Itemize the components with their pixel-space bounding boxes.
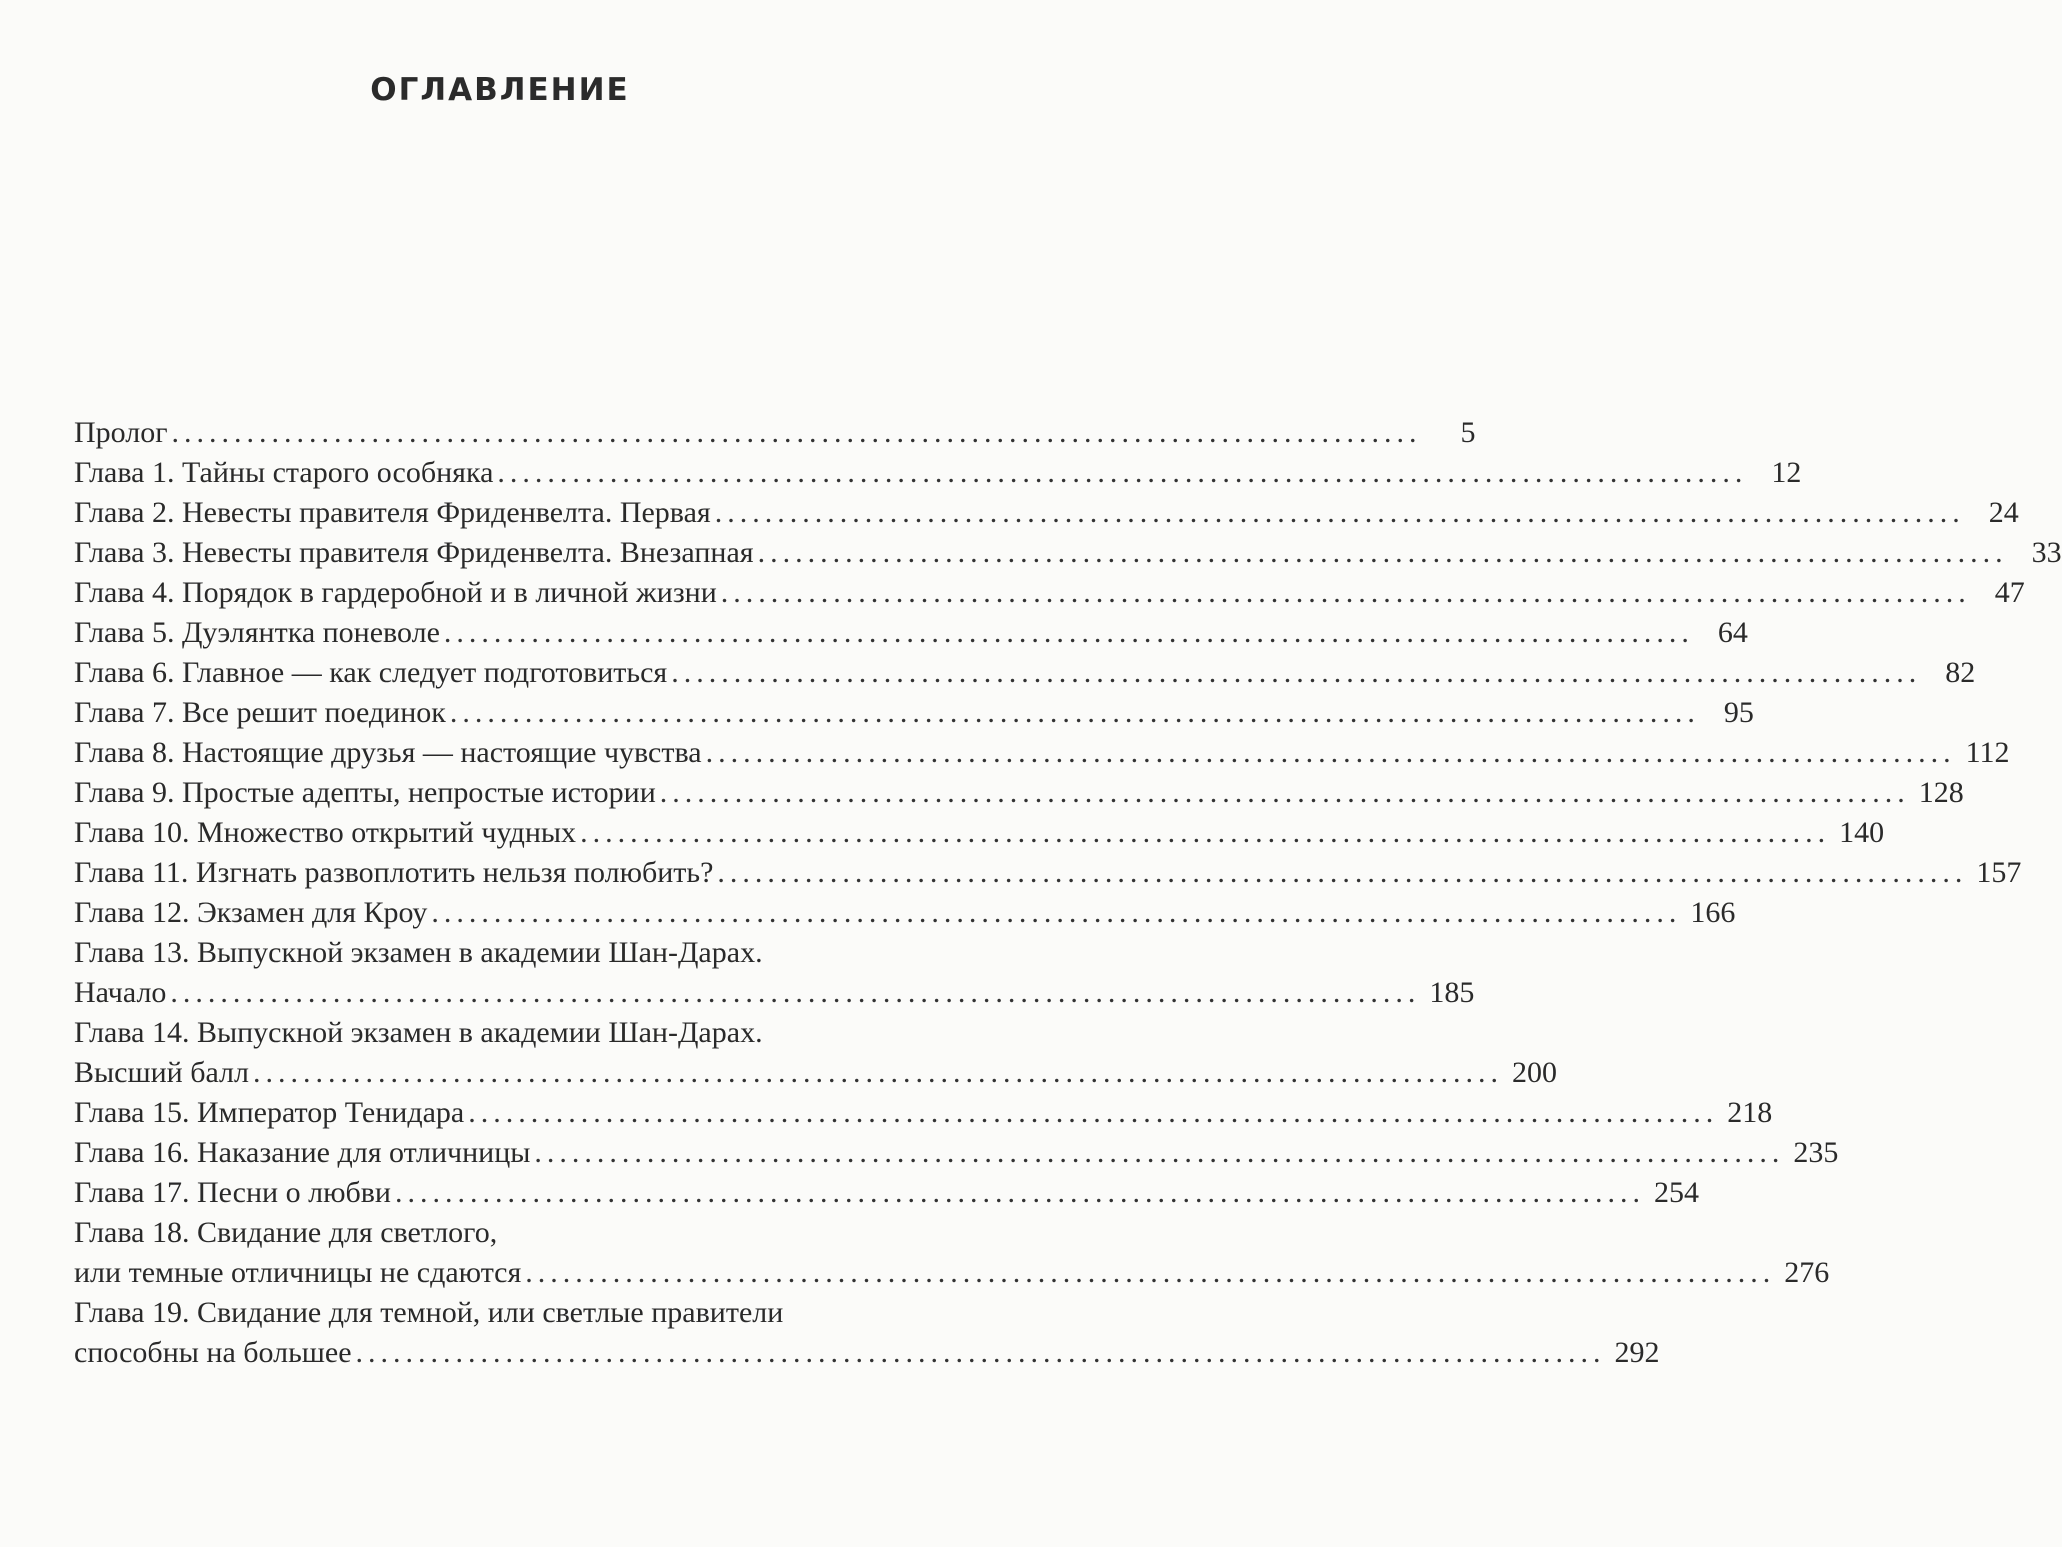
toc-entry-title: Глава 8. Настоящие друзья — настоящие чувства	[74, 736, 702, 769]
toc-entry[interactable]	[74, 1213, 1830, 1293]
toc-entry-row	[74, 693, 1754, 733]
toc-entry-title: Глава 2. Невесты правителя Фриденвелта. Первая	[74, 496, 711, 529]
dot-leader: ....................................................................................................	[431, 896, 1682, 929]
toc-entry-title: Глава 4. Порядок в гардеробной и в личной жизни	[74, 576, 717, 609]
dot-leader: ....................................................................................................	[525, 1256, 1776, 1289]
dot-leader: ....................................................................................................	[671, 656, 1922, 689]
toc-entry[interactable]	[74, 613, 1748, 653]
dot-leader: ....................................................................................................	[720, 576, 1971, 609]
toc-entry[interactable]	[74, 573, 2025, 613]
toc-entry[interactable]	[74, 1133, 1839, 1173]
toc-entry[interactable]	[74, 813, 1885, 853]
dot-leader: ....................................................................................................	[659, 776, 1910, 809]
toc-entry-page-number: 218	[1727, 1096, 1773, 1129]
toc-entry-row	[74, 1093, 1773, 1133]
toc-entry[interactable]	[74, 733, 2010, 773]
toc-entry-page-number: 47	[1994, 576, 2025, 609]
toc-entry-row	[74, 773, 1964, 813]
toc-entry-row	[74, 973, 1475, 1013]
toc-entry-title: Глава 1. Тайны старого особняка	[74, 456, 494, 489]
toc-entry-row	[74, 1053, 1557, 1093]
toc-entry-row	[74, 853, 2022, 893]
toc-entry-page-number: 5	[1460, 416, 1476, 449]
toc-entry-title: Глава 15. Император Тенидара	[74, 1096, 465, 1129]
toc-entry-title: Глава 3. Невесты правителя Фриденвелта. Внезапная	[74, 536, 754, 569]
toc-entry-row	[74, 613, 1748, 653]
toc-entry-row	[74, 573, 2025, 613]
toc-entry[interactable]	[74, 1173, 1699, 1213]
dot-leader: ....................................................................................................	[171, 416, 1422, 449]
toc-entry[interactable]	[74, 893, 1736, 933]
toc-entry-row	[74, 893, 1736, 933]
toc-entry-title: Пролог	[74, 416, 168, 449]
toc-entry[interactable]	[74, 853, 2022, 893]
toc-entry-row	[74, 1173, 1699, 1213]
toc-entry-row	[74, 1253, 1830, 1293]
toc-entry-title: Начало	[74, 976, 167, 1009]
toc-entry-row	[74, 533, 2062, 573]
toc-entry[interactable]	[74, 533, 2062, 573]
toc-entry[interactable]	[74, 1293, 1660, 1373]
toc-entry-page-number: 157	[1976, 856, 2022, 889]
dot-leader: ....................................................................................................	[449, 696, 1700, 729]
toc-entry-title: Высший балл	[74, 1056, 249, 1089]
toc-entry-row	[74, 653, 1976, 693]
dot-leader: ....................................................................................................	[355, 1336, 1606, 1369]
toc-entry-title: способны на большее	[74, 1336, 352, 1369]
dot-leader: ....................................................................................................	[757, 536, 2008, 569]
dot-leader: ....................................................................................................	[714, 496, 1965, 529]
toc-entry-title-line: Глава 18. Свидание для светлого,	[74, 1216, 498, 1249]
toc-entry[interactable]	[74, 1013, 1557, 1093]
dot-leader: ....................................................................................................	[705, 736, 1956, 769]
toc-entry-page-number: 95	[1723, 696, 1754, 729]
toc-entry[interactable]	[74, 493, 2019, 533]
toc-entry-title: Глава 7. Все решит поединок	[74, 696, 446, 729]
toc-entry-row	[74, 493, 2019, 533]
toc-entry-page-number: 128	[1918, 776, 1964, 809]
toc-entry-title: Глава 11. Изгнать развоплотить нельзя полюбить?	[74, 856, 714, 889]
toc-entry-title-line: Глава 19. Свидание для темной, или светлые правители	[74, 1296, 784, 1329]
toc-entry-page-number: 12	[1771, 456, 1802, 489]
dot-leader: ....................................................................................................	[534, 1136, 1785, 1169]
toc-entry[interactable]	[74, 933, 1475, 1013]
toc-entry[interactable]	[74, 1093, 1773, 1133]
toc-entry-page-number: 140	[1839, 816, 1885, 849]
toc-entry-row	[74, 413, 1476, 453]
dot-leader: ....................................................................................................	[717, 856, 1968, 889]
toc-entry-row	[74, 1333, 1660, 1373]
toc-entry-title: Глава 5. Дуэлянтка поневоле	[74, 616, 440, 649]
dot-leader: ....................................................................................................	[468, 1096, 1719, 1129]
toc-entry-title-line: Глава 14. Выпускной экзамен в академии Шан-Дарах.	[74, 1016, 763, 1049]
toc-entry-page-number: 200	[1511, 1056, 1557, 1089]
dot-leader: ....................................................................................................	[443, 616, 1694, 649]
table-of-contents	[74, 413, 2062, 1373]
toc-entry-row	[74, 733, 2010, 773]
toc-entry-page-number: 112	[1965, 736, 2010, 769]
dot-leader: ....................................................................................................	[394, 1176, 1645, 1209]
toc-entry-title: Глава 9. Простые адепты, непростые истории	[74, 776, 656, 809]
toc-entry-page-number: 276	[1784, 1256, 1830, 1289]
toc-entry[interactable]	[74, 413, 1476, 453]
dot-leader: ....................................................................................................	[580, 816, 1831, 849]
toc-entry-row	[74, 813, 1885, 853]
toc-entry-page-number: 292	[1614, 1336, 1660, 1369]
dot-leader: ....................................................................................................	[497, 456, 1748, 489]
toc-entry-page-number: 185	[1429, 976, 1475, 1009]
toc-entry-title: Глава 12. Экзамен для Кроу	[74, 896, 428, 929]
toc-entry-title-line: Глава 13. Выпускной экзамен в академии Шан-Дарах.	[74, 936, 763, 969]
toc-entry-page-number: 254	[1653, 1176, 1699, 1209]
toc-entry-title: Глава 6. Главное — как следует подготовиться	[74, 656, 668, 689]
dot-leader: ....................................................................................................	[252, 1056, 1503, 1089]
toc-entry-page-number: 235	[1793, 1136, 1839, 1169]
toc-entry-row	[74, 453, 1802, 493]
dot-leader: ....................................................................................................	[170, 976, 1421, 1009]
toc-entry-page-number: 64	[1717, 616, 1748, 649]
toc-entry[interactable]	[74, 453, 1802, 493]
toc-entry[interactable]	[74, 653, 1976, 693]
toc-entry-page-number: 82	[1945, 656, 1976, 689]
toc-entry-title: Глава 16. Наказание для отличницы	[74, 1136, 531, 1169]
toc-entry-page-number: 24	[1988, 496, 2019, 529]
toc-entry-title: Глава 10. Множество открытий чудных	[74, 816, 577, 849]
toc-entry[interactable]	[74, 693, 1754, 733]
toc-entry[interactable]	[74, 773, 1964, 813]
page-title: ОГЛАВЛЕНИЕ	[370, 72, 630, 108]
toc-entry-title: или темные отличницы не сдаются	[74, 1256, 522, 1289]
toc-entry-row	[74, 1133, 1839, 1173]
toc-entry-page-number: 166	[1690, 896, 1736, 929]
toc-entry-title: Глава 17. Песни о любви	[74, 1176, 391, 1209]
toc-entry-page-number: 33	[2031, 536, 2062, 569]
